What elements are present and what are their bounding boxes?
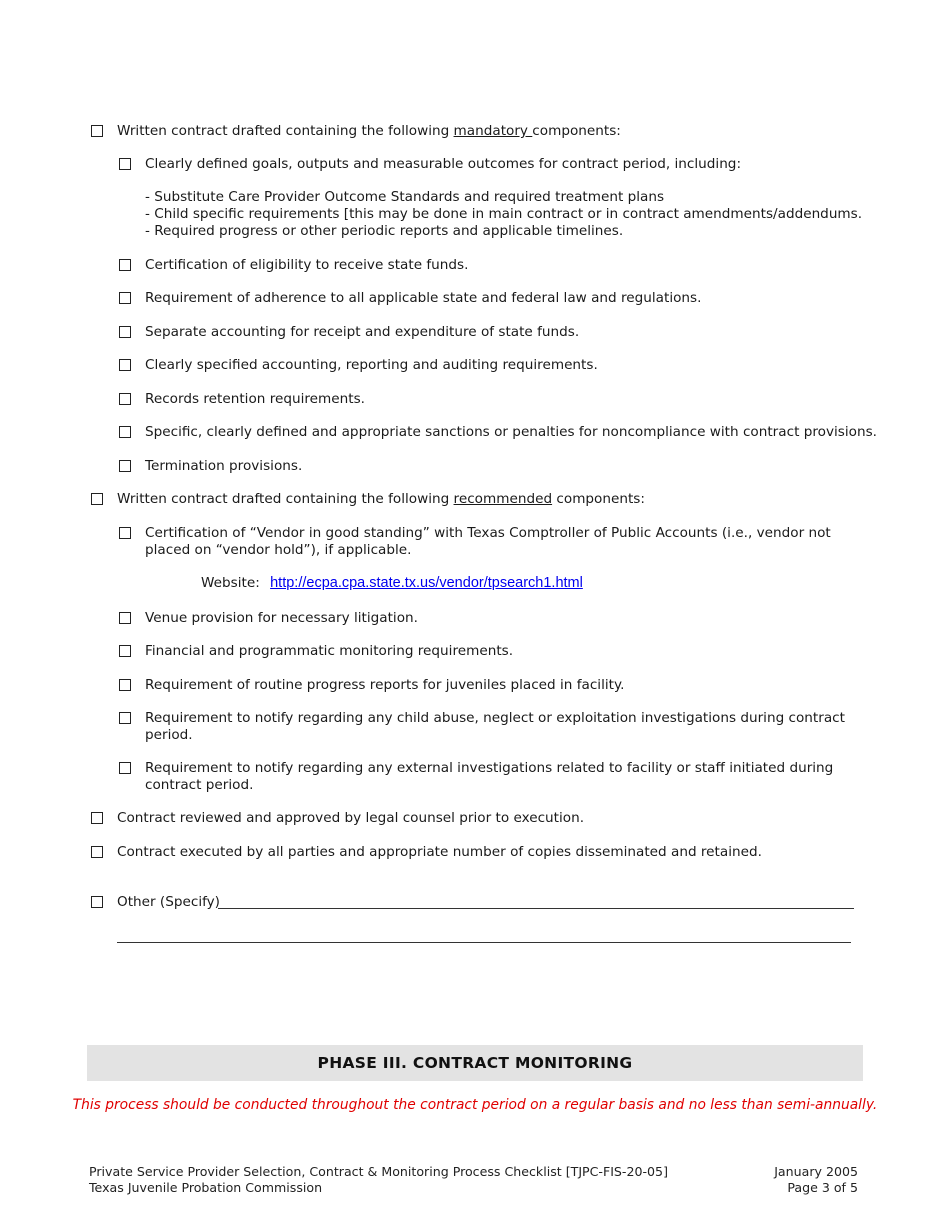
item-text: Requirement to notify regarding any external investigations related to facility or staff initiated during contract period.	[145, 760, 834, 793]
website-label: Website:	[201, 575, 260, 591]
checkbox[interactable]	[91, 896, 103, 908]
footer-right	[774, 1164, 858, 1195]
bullet-item: - Child specific requirements [this may be done in main contract or in contract amendments/addendums.	[145, 206, 863, 222]
item-text: Requirement of routine progress reports for juveniles placed in facility.	[145, 677, 625, 693]
website-link[interactable]: http://ecpa.cpa.state.tx.us/vendor/tpsearch1.html	[270, 575, 583, 591]
item-text: Records retention requirements.	[145, 391, 365, 407]
checkbox[interactable]	[91, 125, 103, 137]
footer-page-number: Page 3 of 5	[787, 1179, 858, 1195]
checkbox[interactable]	[119, 645, 131, 657]
phase-note: This process should be conducted throughout the contract period on a regular basis and no less than semi-annually.	[72, 1097, 878, 1113]
checkbox[interactable]	[119, 326, 131, 338]
other-specify-line-1[interactable]	[218, 908, 854, 909]
phase-heading: PHASE III. CONTRACT MONITORING	[87, 1045, 863, 1081]
footer-org: Texas Juvenile Probation Commission	[89, 1179, 323, 1195]
checkbox[interactable]	[91, 493, 103, 505]
item-text: Certification of eligibility to receive state funds.	[145, 257, 469, 273]
item-text: Written contract drafted containing the following mandatory components:	[117, 123, 621, 139]
item-text: Requirement to notify regarding any child abuse, neglect or exploitation investigations during contract period.	[145, 710, 845, 743]
bullet-item: - Required progress or other periodic reports and applicable timelines.	[145, 223, 624, 239]
checkbox[interactable]	[119, 612, 131, 624]
checkbox[interactable]	[119, 712, 131, 724]
item-text: Venue provision for necessary litigation.	[145, 610, 418, 626]
item-text: Clearly specified accounting, reporting and auditing requirements.	[145, 357, 598, 373]
footer-date: January 2005	[774, 1164, 858, 1179]
item-text: Requirement of adherence to all applicable state and federal law and regulations.	[145, 290, 702, 306]
checkbox[interactable]	[119, 762, 131, 774]
website-reference	[201, 575, 583, 591]
checkbox[interactable]	[119, 158, 131, 170]
item-text: Clearly defined goals, outputs and measurable outcomes for contract period, including:	[145, 156, 742, 172]
checkbox[interactable]	[119, 393, 131, 405]
outcome-bullet-list	[145, 189, 862, 240]
footer-doc-title: Private Service Provider Selection, Contract & Monitoring Process Checklist [TJPC-FIS-20-05]	[89, 1164, 668, 1179]
item-text: Separate accounting for receipt and expenditure of state funds.	[145, 324, 580, 340]
item-text: Specific, clearly defined and appropriate sanctions or penalties for noncompliance with contract provisions.	[145, 424, 877, 440]
item-text: Termination provisions.	[145, 458, 303, 474]
checkbox[interactable]	[119, 292, 131, 304]
checkbox[interactable]	[91, 846, 103, 858]
other-specify-line-2[interactable]	[117, 942, 851, 943]
footer-left	[89, 1164, 668, 1195]
bullet-item: - Substitute Care Provider Outcome Standards and required treatment plans	[145, 189, 665, 205]
checkbox[interactable]	[119, 679, 131, 691]
checkbox[interactable]	[119, 460, 131, 472]
checkbox[interactable]	[119, 359, 131, 371]
checkbox[interactable]	[119, 426, 131, 438]
item-text: Contract executed by all parties and appropriate number of copies disseminated and retained.	[117, 844, 762, 860]
item-text: Written contract drafted containing the following recommended components:	[117, 491, 645, 507]
item-text: Other (Specify)	[117, 894, 220, 910]
item-text: Contract reviewed and approved by legal counsel prior to execution.	[117, 810, 585, 826]
checkbox[interactable]	[91, 812, 103, 824]
checkbox[interactable]	[119, 527, 131, 539]
item-text: Certification of “Vendor in good standing” with Texas Comptroller of Public Accounts (i.e., vendor not placed on “vendor hold”), if applicable.	[145, 525, 831, 558]
item-text: Financial and programmatic monitoring requirements.	[145, 643, 514, 659]
checkbox[interactable]	[119, 259, 131, 271]
